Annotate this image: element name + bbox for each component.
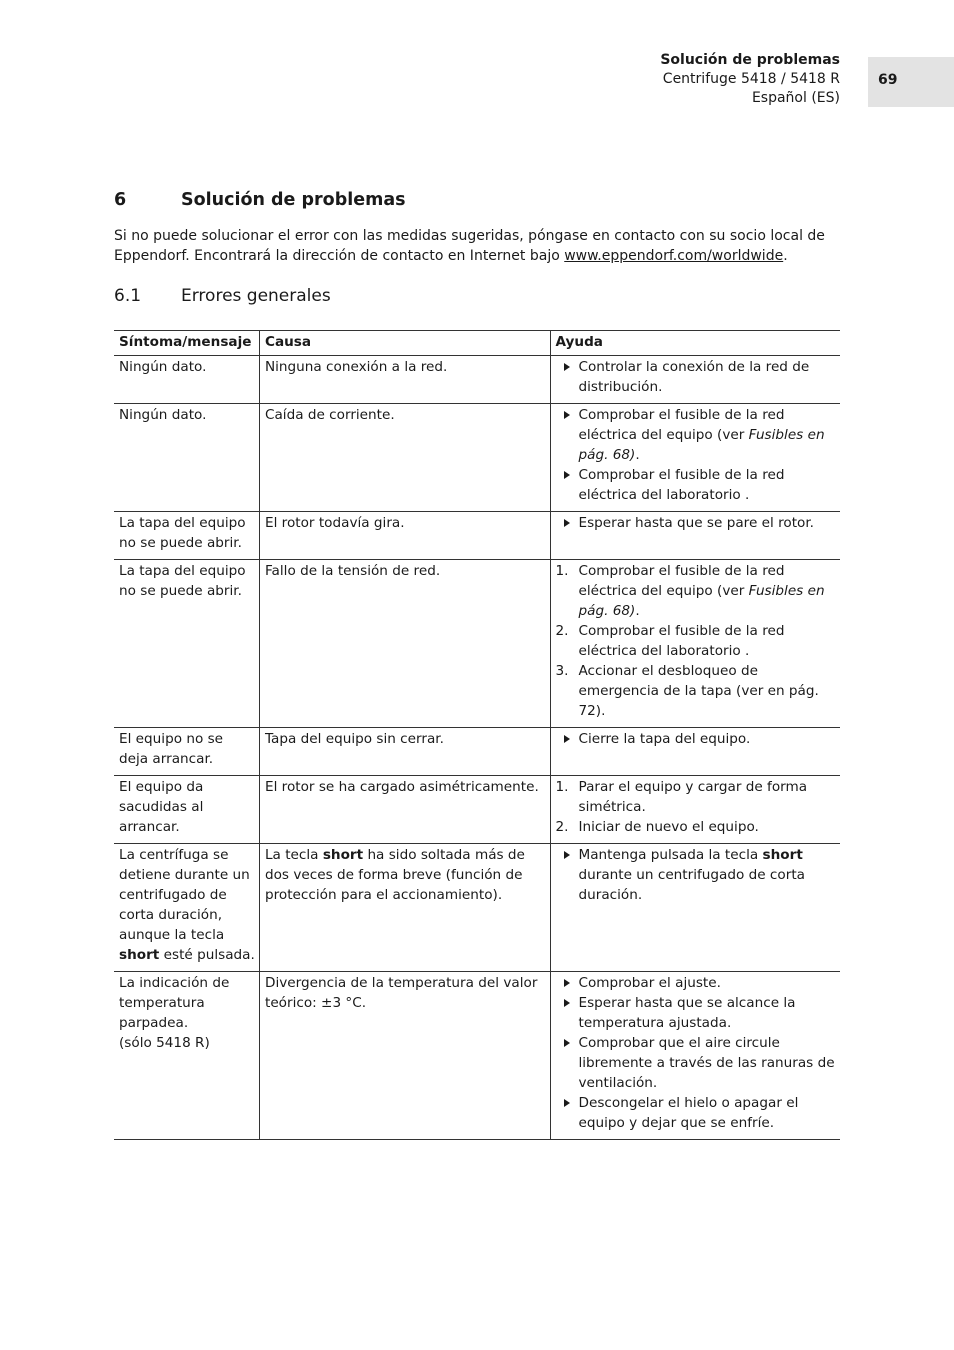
symptom-cell: El equipo no se deja arrancar.: [114, 728, 259, 776]
help-text-end: .: [635, 603, 640, 619]
cause-cell: Divergencia de la temperatura del valor teórico: ±3 °C.: [259, 972, 550, 1140]
table-row: [114, 404, 840, 512]
help-text: Comprobar el fusible de la red eléctrica del laboratorio .: [578, 623, 785, 659]
arrow-bullet-icon: [564, 363, 570, 371]
header-title: Solución de problemas: [660, 52, 840, 68]
list-item: [556, 561, 837, 621]
section-number: 6.1: [114, 286, 142, 306]
cause-text-end: ha sido soltada más de dos veces de forma breve (función de protección para el accionamiento).: [264, 847, 525, 903]
help-text: Controlar la conexión de la red de distribución.: [578, 359, 810, 395]
help-text: Comprobar el fusible de la red eléctrica del laboratorio .: [578, 467, 785, 503]
symptom-cell: Ningún dato.: [114, 356, 259, 404]
step-number: 2.: [555, 623, 569, 639]
intro-end: .: [783, 248, 788, 264]
arrow-bullet-icon: [564, 979, 570, 987]
table-header-row: [114, 331, 840, 356]
table-row: [114, 512, 840, 560]
table-row: [114, 728, 840, 776]
list-item: [556, 357, 837, 397]
help-text: Comprobar el fusible de la red eléctrica del equipo (ver: [578, 407, 785, 443]
symptom-cell: La tapa del equipo no se puede abrir.: [114, 512, 259, 560]
help-cell: [550, 972, 840, 1140]
cause-cell: Tapa del equipo sin cerrar.: [259, 728, 550, 776]
section-heading: [114, 286, 331, 306]
symptom-text: La centrífuga se detiene durante un centrifugado de corta duración, aunque la tecla: [119, 847, 250, 943]
short-key-label: short: [762, 847, 803, 863]
header-product: Centrifuge 5418 / 5418 R: [662, 71, 840, 87]
help-cell: [550, 404, 840, 512]
help-text: Comprobar que el aire circule libremente a través de las ranuras de ventilación.: [578, 1035, 835, 1091]
running-header: [660, 51, 840, 108]
chapter-title: Solución de problemas: [181, 190, 406, 210]
help-text-end: durante un centrifugado de corta duración.: [578, 867, 805, 903]
help-text: Iniciar de nuevo el equipo.: [578, 819, 759, 835]
cause-cell: Fallo de la tensión de red.: [259, 560, 550, 728]
cause-cell: El rotor todavía gira.: [259, 512, 550, 560]
help-text: Comprobar el fusible de la red eléctrica del equipo (ver: [578, 563, 785, 599]
help-cell: [550, 844, 840, 972]
list-item: [556, 777, 837, 817]
table-row: [114, 776, 840, 844]
help-text: Esperar hasta que se alcance la temperatura ajustada.: [578, 995, 796, 1031]
list-item: [556, 973, 837, 993]
header-help: Ayuda: [550, 331, 840, 356]
list-item: [556, 729, 837, 749]
list-item: [556, 465, 837, 505]
list-item: [556, 817, 837, 837]
symptom-cell: La tapa del equipo no se puede abrir.: [114, 560, 259, 728]
header-cause: Causa: [259, 331, 550, 356]
list-item: [556, 1093, 837, 1133]
step-number: 1.: [555, 779, 569, 795]
help-cell: [550, 356, 840, 404]
help-cell: [550, 776, 840, 844]
arrow-bullet-icon: [564, 1039, 570, 1047]
intro-text: Si no puede solucionar el error con las medidas sugeridas, póngase en contacto con su socio local de Eppendorf. Encontrará la dirección de contacto en Internet bajo: [114, 228, 825, 264]
short-key-label: short: [119, 947, 160, 963]
errors-table: [114, 330, 840, 1140]
fuses-reference: Fusibles en pág. 68): [578, 583, 825, 619]
arrow-bullet-icon: [564, 735, 570, 743]
list-item: [556, 1033, 837, 1093]
symptom-cell: El equipo da sacudidas al arrancar.: [114, 776, 259, 844]
help-cell: [550, 512, 840, 560]
cause-cell: [259, 844, 550, 972]
section-title: Errores generales: [181, 286, 331, 306]
help-cell: [550, 560, 840, 728]
list-item: [556, 405, 837, 465]
help-text: Descongelar el hielo o apagar el equipo y dejar que se enfríe.: [578, 1095, 799, 1131]
page-number: 69: [878, 72, 898, 88]
cause-cell: El rotor se ha cargado asimétricamente.: [259, 776, 550, 844]
step-number: 1.: [555, 563, 569, 579]
help-text: Mantenga pulsada la tecla: [578, 847, 763, 863]
symptom-text-end: esté pulsada.: [159, 947, 255, 963]
symptom-text: La indicación de temperatura parpadea.: [119, 975, 230, 1031]
eppendorf-worldwide-link[interactable]: www.eppendorf.com/worldwide: [564, 248, 784, 264]
chapter-number: 6: [114, 190, 127, 210]
arrow-bullet-icon: [564, 851, 570, 859]
help-text: Accionar el desbloqueo de emergencia de la tapa (ver en pág. 72).: [578, 663, 819, 719]
list-item: [556, 845, 837, 905]
table-row: [114, 560, 840, 728]
header-symptom: Síntoma/mensaje: [114, 331, 259, 356]
cause-text: La tecla: [264, 847, 323, 863]
header-language: Español (ES): [751, 90, 840, 106]
arrow-bullet-icon: [564, 411, 570, 419]
symptom-cell: Ningún dato.: [114, 404, 259, 512]
table-row: [114, 356, 840, 404]
help-text: Comprobar el ajuste.: [578, 975, 721, 991]
table-row: [114, 844, 840, 972]
help-text: Cierre la tapa del equipo.: [578, 731, 751, 747]
cause-cell: Ninguna conexión a la red.: [259, 356, 550, 404]
cause-cell: Caída de corriente.: [259, 404, 550, 512]
help-text: Parar el equipo y cargar de forma simétrica.: [578, 779, 808, 815]
step-number: 2.: [555, 819, 569, 835]
arrow-bullet-icon: [564, 519, 570, 527]
model-note: (sólo 5418 R): [119, 1035, 210, 1051]
chapter-heading: [114, 190, 406, 210]
arrow-bullet-icon: [564, 471, 570, 479]
help-cell: [550, 728, 840, 776]
help-text-end: .: [635, 447, 640, 463]
step-number: 3.: [555, 663, 569, 679]
symptom-cell: [114, 972, 259, 1140]
page-number-tab: [868, 57, 954, 107]
short-key-label: short: [322, 847, 364, 863]
help-text: Esperar hasta que se pare el rotor.: [578, 515, 815, 531]
arrow-bullet-icon: [564, 1099, 570, 1107]
intro-paragraph: [114, 226, 840, 266]
symptom-cell: [114, 844, 259, 972]
list-item: [556, 661, 837, 721]
table-row: [114, 972, 840, 1140]
arrow-bullet-icon: [564, 999, 570, 1007]
list-item: [556, 621, 837, 661]
list-item: [556, 993, 837, 1033]
fuses-reference: Fusibles en pág. 68): [578, 427, 825, 463]
list-item: [556, 513, 837, 533]
